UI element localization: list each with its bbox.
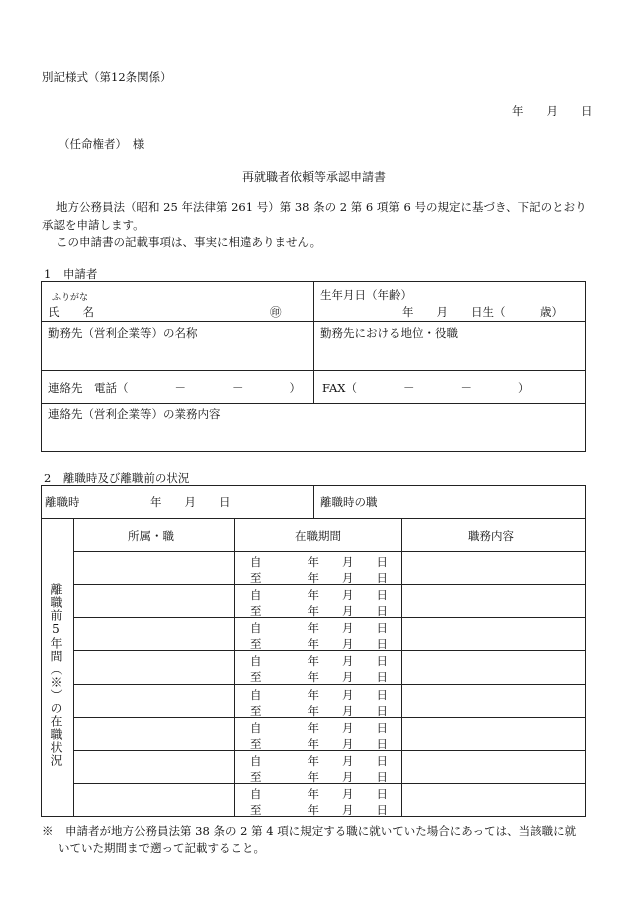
col-dept-header: 所属・職 (128, 529, 174, 543)
period-from: 自 年 月 日 (250, 754, 388, 768)
employer-position-label: 勤務先における地位・役職 (320, 326, 458, 340)
document-title: 再就職者依頼等承認申請書 (242, 170, 387, 184)
name-label: 氏 名 (48, 305, 94, 319)
period-from: 自 年 月 日 (250, 555, 388, 569)
birth-value: 年 月 日生（ 歳） (402, 305, 563, 319)
period-to: 至 年 月 日 (250, 737, 388, 751)
col-period-header: 在職期間 (295, 529, 341, 543)
contact-phone: 連絡先 電話（ － － ） (48, 381, 301, 395)
period-from: 自 年 月 日 (250, 721, 388, 735)
period-from: 自 年 月 日 (250, 588, 388, 602)
intro-line-1: 地方公務員法（昭和 25 年法律第 261 号）第 38 条の 2 第 6 項第 6 号の規定に基づき、下記のとおり (56, 200, 587, 214)
period-to: 至 年 月 日 (250, 704, 388, 718)
section2-heading: 2 離職時及び離職前の状況 (44, 471, 190, 485)
intro-line-2: 承認を申請します。 (42, 218, 145, 232)
period-to: 至 年 月 日 (250, 803, 388, 817)
employer-name-label: 勤務先（営利企業等）の名称 (48, 326, 198, 340)
business-label: 連絡先（営利企業等）の業務内容 (48, 407, 221, 421)
birth-label: 生年月日（年齢） (320, 288, 412, 302)
retire-date: 年 月 日 (150, 495, 231, 509)
seal-mark: ㊞ (270, 305, 282, 319)
period-from: 自 年 月 日 (250, 688, 388, 702)
retire-post-label: 離職時の職 (320, 495, 378, 509)
period-to: 至 年 月 日 (250, 571, 388, 585)
note-line-2: いていた期間まで遡って記載すること。 (58, 841, 265, 855)
period-to: 至 年 月 日 (250, 637, 388, 651)
retire-label: 離職時 (45, 495, 80, 509)
col-duties-header: 職務内容 (468, 529, 514, 543)
period-from: 自 年 月 日 (250, 621, 388, 635)
period-to: 至 年 月 日 (250, 604, 388, 618)
furigana-label: ふりがな (52, 293, 89, 303)
period-from: 自 年 月 日 (250, 654, 388, 668)
fax-field: FAX（ － － ） (322, 381, 530, 395)
intro-line-3: この申請書の記載事項は、事実に相違ありません。 (56, 235, 322, 249)
addressee: （任命権者） 様 (58, 137, 145, 151)
period-from: 自 年 月 日 (250, 787, 388, 801)
note-line-1: ※ 申請者が地方公務員法第 38 条の 2 第 4 項に規定する職に就いていた場合にあっては、当該職に就 (42, 824, 577, 838)
form-label: 別記様式（第12条関係） (42, 70, 172, 84)
period-to: 至 年 月 日 (250, 670, 388, 684)
period-to: 至 年 月 日 (250, 770, 388, 784)
side-label: 離職前5年間（※）の在職状況 (49, 583, 63, 767)
date-line: 年 月 日 (512, 104, 593, 118)
section1-heading: 1 申請者 (44, 267, 98, 281)
